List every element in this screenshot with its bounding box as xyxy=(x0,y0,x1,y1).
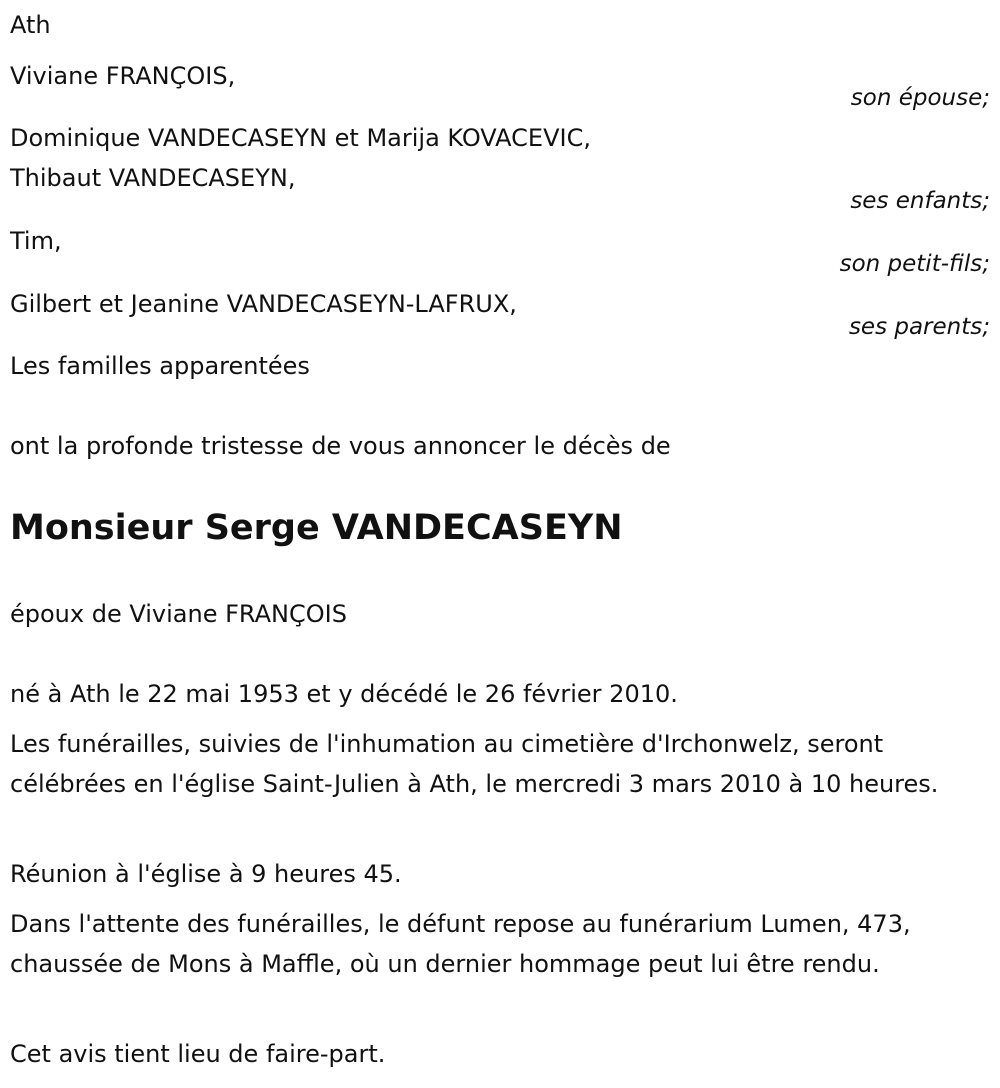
grandchild-role: son petit-fils; xyxy=(839,251,990,277)
relatives-line: Les familles apparentées xyxy=(10,352,310,380)
child-1-name: Dominique VANDECASEYN et Marija KOVACEVIC, xyxy=(10,124,591,152)
parents-name: Gilbert et Jeanine VANDECASEYN-LAFRUX, xyxy=(10,290,517,318)
city-header: Ath xyxy=(10,11,51,39)
notice-line: Cet avis tient lieu de faire-part. xyxy=(10,1040,386,1068)
deceased-name: Monsieur Serge VANDECASEYN xyxy=(10,508,623,548)
parents-role: ses parents; xyxy=(848,314,990,340)
resting-details: Dans l'attente des funérailles, le défunt repose au funérarium Lumen, 473, chaussée de Mons à Maffle, où un dernier hommage peut lui être rendu. xyxy=(10,910,911,978)
announcement-intro: ont la profonde tristesse de vous annoncer le décès de xyxy=(10,432,671,460)
meeting-details: Réunion à l'église à 9 heures 45. xyxy=(10,860,402,888)
funeral-details: Les funérailles, suivies de l'inhumation au cimetière d'Irchonwelz, seront célébrées en l'église Saint-Julien à Ath, le mercredi 3 mars 2010 à 10 heures. xyxy=(10,730,939,798)
grandchild-name: Tim, xyxy=(10,227,62,255)
spouse-name: Viviane FRANÇOIS, xyxy=(10,62,236,90)
child-2-name: Thibaut VANDECASEYN, xyxy=(10,164,296,192)
children-role: ses enfants; xyxy=(850,188,990,214)
birth-death-line: né à Ath le 22 mai 1953 et y décédé le 26 février 2010. xyxy=(10,680,678,708)
spouse-role: son épouse; xyxy=(850,85,990,111)
spouse-of-line: époux de Viviane FRANÇOIS xyxy=(10,600,347,628)
